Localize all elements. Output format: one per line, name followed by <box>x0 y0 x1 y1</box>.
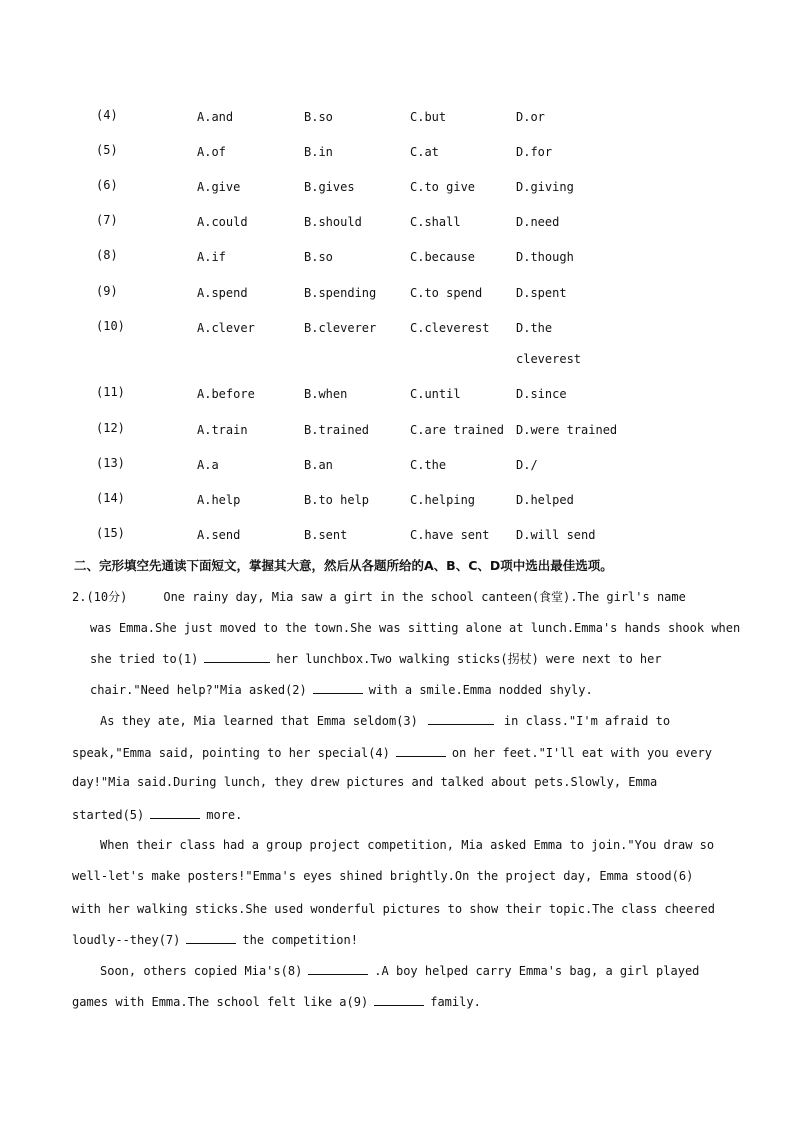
option-b: B.when <box>304 387 348 401</box>
question-number: 2.(10分) <box>72 590 128 604</box>
answer-blank <box>186 931 236 944</box>
option-d: D.for <box>516 145 553 159</box>
answer-blank <box>374 993 424 1006</box>
option-d: D.were trained <box>516 423 618 437</box>
question-number: (6) <box>96 178 118 192</box>
passage-line <box>72 993 481 1009</box>
option-c: C.shall <box>410 215 461 229</box>
option-b: B.in <box>304 145 333 159</box>
option-a: A.could <box>197 215 248 229</box>
option-a: A.a <box>197 458 219 472</box>
option-c: C.helping <box>410 493 476 507</box>
option-a: A.give <box>197 180 241 194</box>
option-d-continued: cleverest <box>516 352 582 366</box>
option-d: D.or <box>516 110 545 124</box>
option-a: A.clever <box>197 321 255 335</box>
option-a: A.help <box>197 493 241 507</box>
passage-text: As they ate, Mia learned that Emma seldom(3) <box>100 714 418 728</box>
question-number: (15) <box>96 526 125 540</box>
passage-line <box>90 681 593 697</box>
passage-text: One rainy day, Mia saw a girt in the school canteen(食堂).The girl's name <box>163 590 686 604</box>
question-number: (8) <box>96 248 118 262</box>
answer-blank <box>308 962 368 975</box>
passage-text: loudly--they(7) <box>72 933 181 947</box>
passage-line: with her walking sticks.She used wonderful pictures to show their topic.The class cheered <box>72 902 715 916</box>
option-d: D.since <box>516 387 567 401</box>
answer-blank <box>204 650 270 663</box>
answer-blank <box>396 744 446 757</box>
question-number: (11) <box>96 385 125 399</box>
question-number: (13) <box>96 456 125 470</box>
passage-line: well-let's make posters!"Emma's eyes shined brightly.On the project day, Emma stood(6) <box>72 869 694 883</box>
option-d: D.though <box>516 250 574 264</box>
passage-line <box>90 650 662 667</box>
passage-line <box>100 712 670 728</box>
option-d: D.need <box>516 215 560 229</box>
passage-line <box>72 931 358 947</box>
question-number: (7) <box>96 213 118 227</box>
option-b: B.cleverer <box>304 321 377 335</box>
passage-text: she tried to(1) <box>90 652 199 666</box>
passage-text: games with Emma.The school felt like a(9) <box>72 995 369 1009</box>
option-d: D.the <box>516 321 553 335</box>
passage-line <box>72 588 686 605</box>
option-b: B.spending <box>304 286 377 300</box>
option-c: C.are trained <box>410 423 504 437</box>
answer-blank <box>150 806 200 819</box>
option-c: C.at <box>410 145 439 159</box>
option-a: A.if <box>197 250 226 264</box>
option-a: A.before <box>197 387 255 401</box>
passage-text: .A boy helped carry Emma's bag, a girl played <box>374 964 700 978</box>
option-c: C.to spend <box>410 286 483 300</box>
question-number: (10) <box>96 319 125 333</box>
passage-text: more. <box>206 808 243 822</box>
option-a: A.and <box>197 110 234 124</box>
option-b: B.gives <box>304 180 355 194</box>
passage-line: day!"Mia said.During lunch, they drew pictures and talked about pets.Slowly, Emma <box>72 775 658 789</box>
passage-text: in class."I'm afraid to <box>503 714 671 728</box>
answer-blank <box>313 681 363 694</box>
passage-line: was Emma.She just moved to the town.She was sitting alone at lunch.Emma's hands shook when <box>90 621 741 635</box>
question-number: (5) <box>96 143 118 157</box>
option-a: A.of <box>197 145 226 159</box>
passage-text: Soon, others copied Mia's(8) <box>100 964 303 978</box>
passage-text: started(5) <box>72 808 145 822</box>
option-a: A.spend <box>197 286 248 300</box>
option-d: D./ <box>516 458 538 472</box>
passage-text: with a smile.Emma nodded shyly. <box>368 683 593 697</box>
passage-line: When their class had a group project competition, Mia asked Emma to join."You draw so <box>100 838 715 852</box>
passage-text: her lunchbox.Two walking sticks(拐杖) were next to her <box>276 652 662 666</box>
question-number: (12) <box>96 421 125 435</box>
question-number: (9) <box>96 284 118 298</box>
option-d: D.will send <box>516 528 596 542</box>
option-b: B.sent <box>304 528 348 542</box>
option-a: A.train <box>197 423 248 437</box>
passage-text: the competition! <box>242 933 358 947</box>
option-d: D.spent <box>516 286 567 300</box>
option-b: B.trained <box>304 423 370 437</box>
option-b: B.so <box>304 110 333 124</box>
passage-line <box>72 806 242 822</box>
passage-text: family. <box>430 995 481 1009</box>
option-b: B.to help <box>304 493 370 507</box>
answer-blank <box>428 712 494 725</box>
passage-line <box>100 962 699 978</box>
option-c: C.but <box>410 110 447 124</box>
option-d: D.giving <box>516 180 574 194</box>
option-c: C.the <box>410 458 447 472</box>
passage-text: on her feet."I'll eat with you every <box>451 746 712 760</box>
question-number: (4) <box>96 108 118 122</box>
section-heading: 二、完形填空先通读下面短文，掌握其大意，然后从各题所给的A、B、C、D项中选出最佳选项。 <box>74 558 613 573</box>
option-c: C.cleverest <box>410 321 490 335</box>
option-b: B.an <box>304 458 333 472</box>
option-c: C.until <box>410 387 461 401</box>
question-number: (14) <box>96 491 125 505</box>
passage-line <box>72 744 712 760</box>
option-b: B.so <box>304 250 333 264</box>
option-a: A.send <box>197 528 241 542</box>
passage-text: speak,"Emma said, pointing to her special(4) <box>72 746 390 760</box>
option-c: C.to give <box>410 180 476 194</box>
option-c: C.because <box>410 250 476 264</box>
option-b: B.should <box>304 215 362 229</box>
option-d: D.helped <box>516 493 574 507</box>
passage-text: chair."Need help?"Mia asked(2) <box>90 683 307 697</box>
option-c: C.have sent <box>410 528 490 542</box>
